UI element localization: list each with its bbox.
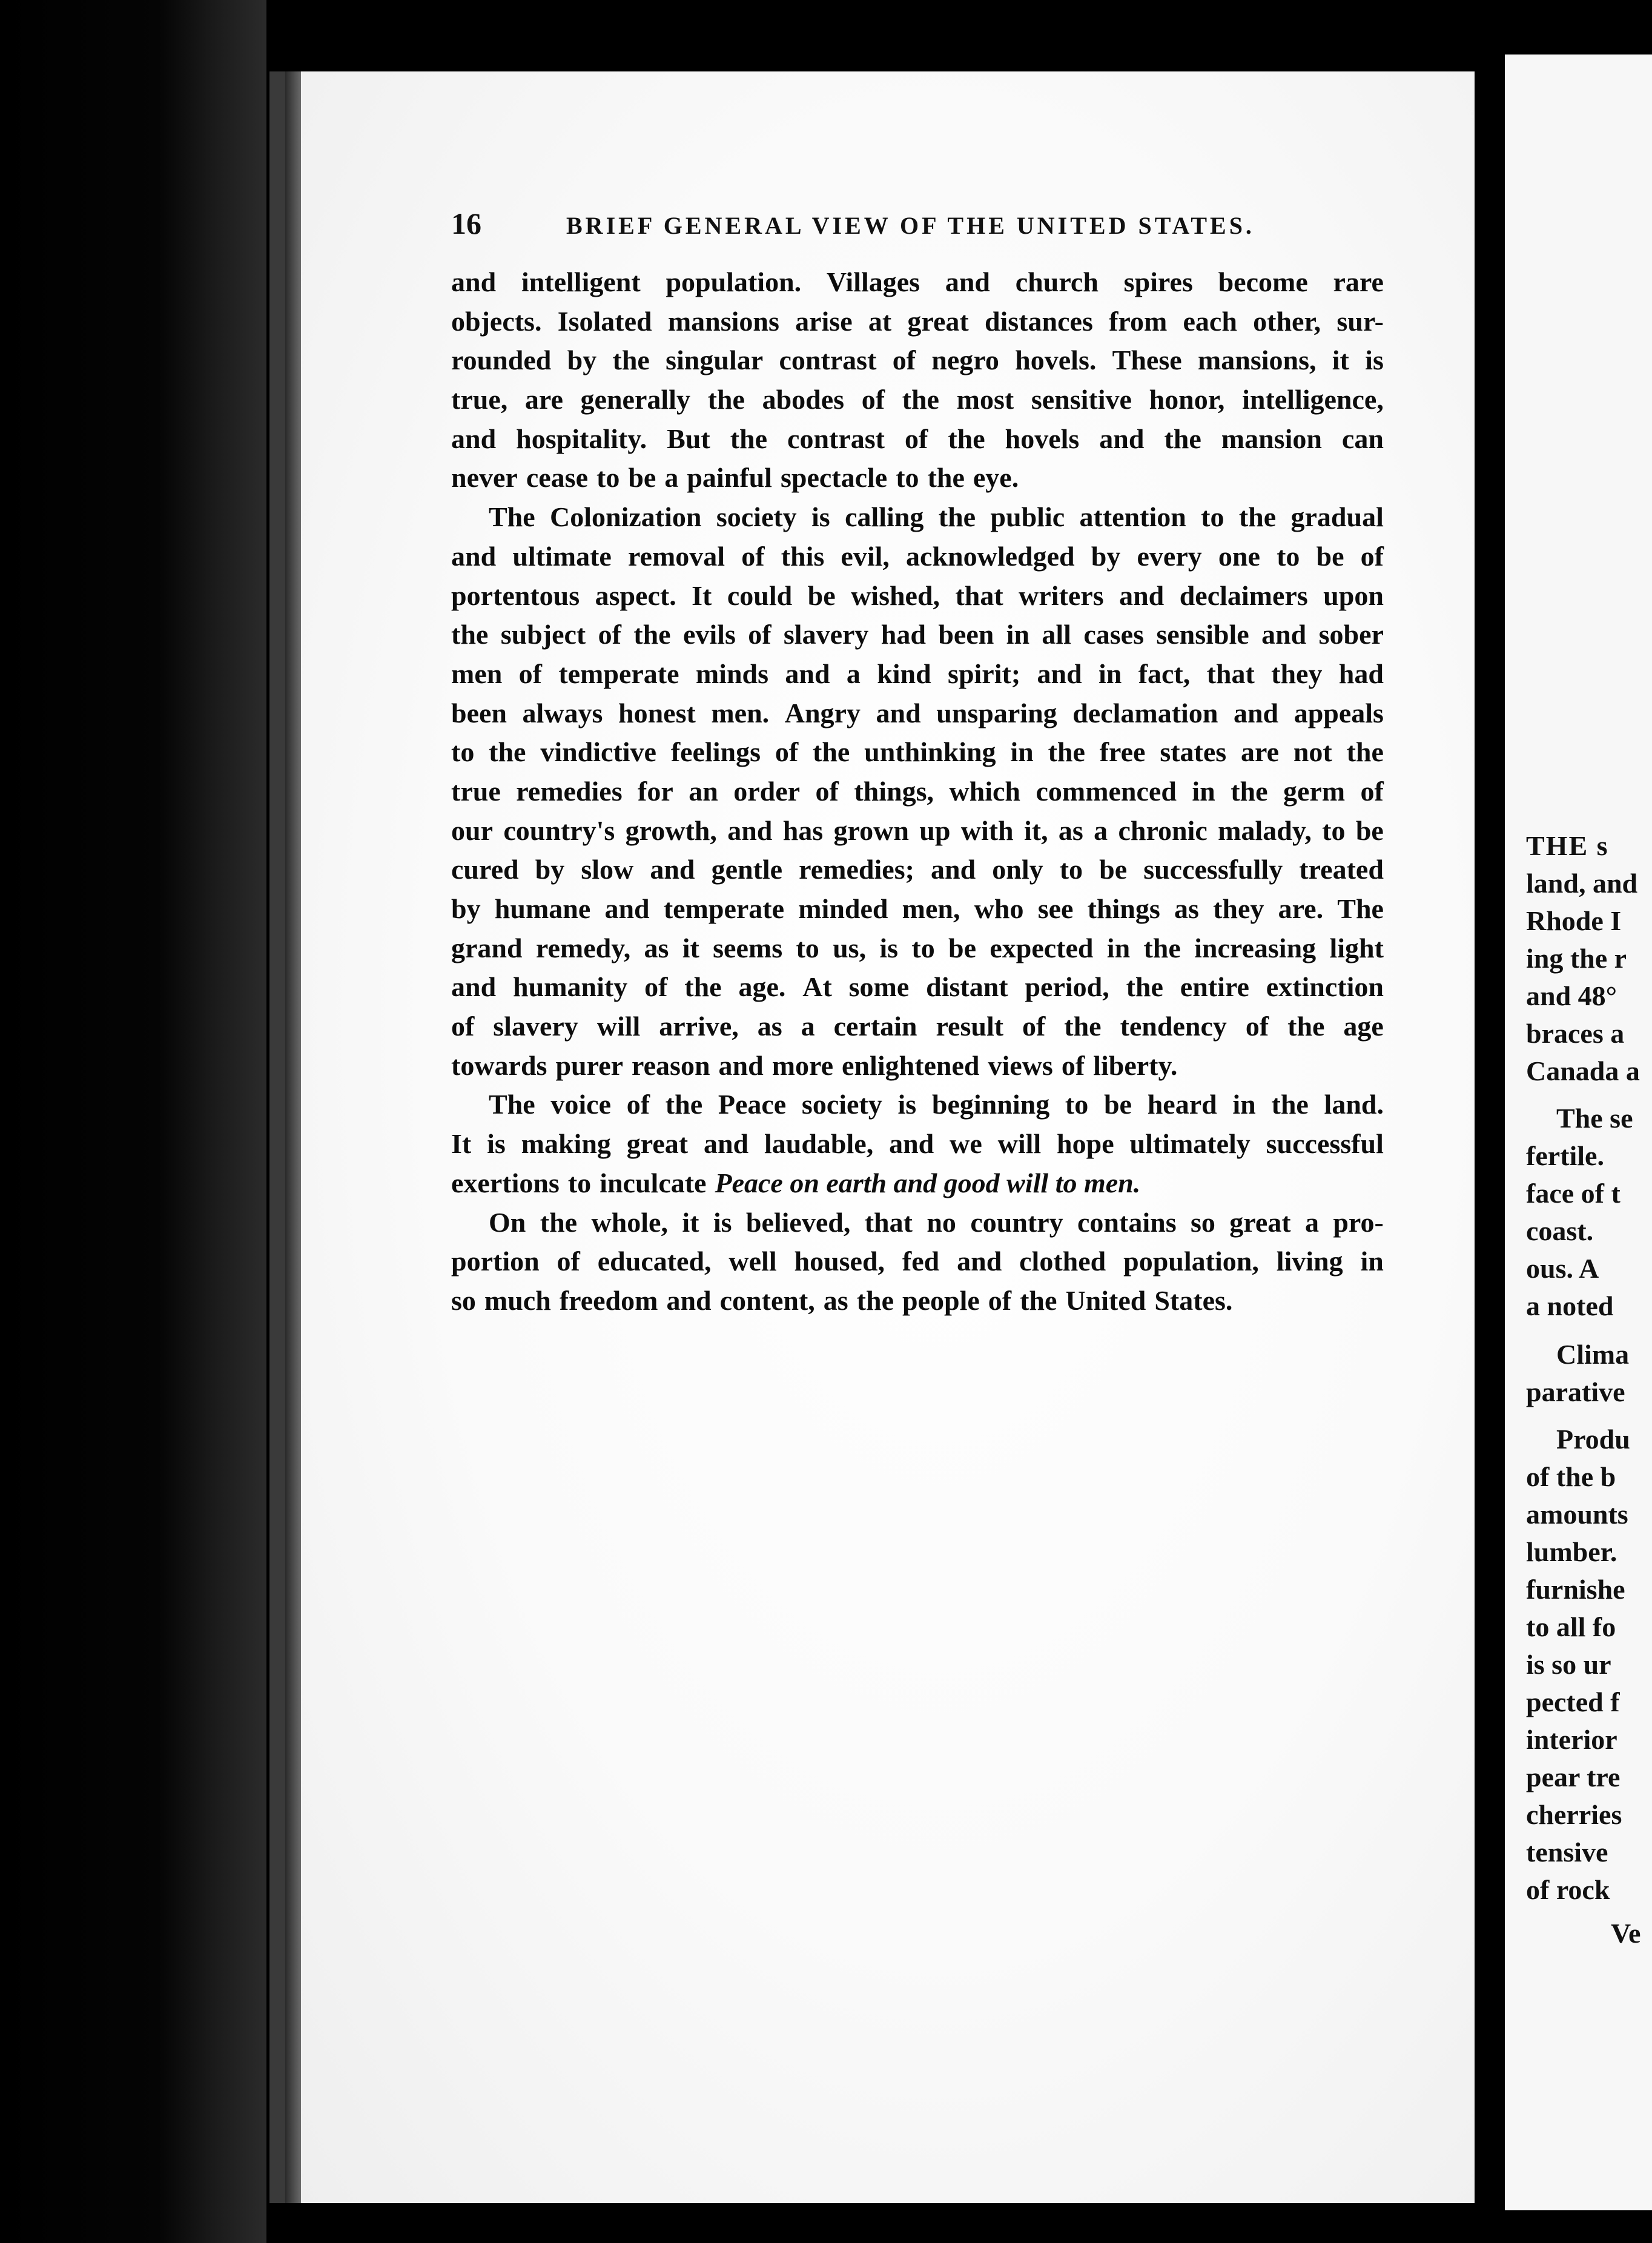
book-gutter-shadow [0, 0, 266, 2243]
right-page-text-fragment: The se [1556, 1103, 1633, 1134]
text-line: portentous aspect. It could be wished, that writers and declaimers upon [451, 580, 1384, 611]
right-page-text-fragment: to all fo [1526, 1611, 1616, 1642]
text-line: to the vindictive feelings of the unthinking in the free states are not the [451, 736, 1384, 768]
right-page-text-fragment: tensive [1526, 1837, 1608, 1868]
text-line: and intelligent population. Villages and church spires become rare [451, 266, 1384, 297]
right-page-text-fragment: cherries [1526, 1799, 1622, 1830]
right-page-text-fragment: Rhode I [1526, 905, 1622, 936]
right-page-text-fragment: lumber. [1526, 1536, 1617, 1567]
right-page-text-fragment: Canada a [1526, 1055, 1640, 1086]
right-page-text-fragment: pected f [1526, 1686, 1620, 1717]
right-page-text-fragment: pear tre [1526, 1762, 1621, 1792]
text-line: men of temperate minds and a kind spirit; and in fact, that they had [451, 658, 1384, 689]
text-line: been always honest men. Angry and unsparing declamation and appeals [451, 697, 1384, 728]
right-page-text-fragment: Clima [1556, 1339, 1630, 1370]
running-head [451, 206, 1263, 242]
text-line: our country's growth, and has grown up with it, as a chronic malady, to be [451, 814, 1384, 846]
text-line: portion of educated, well housed, fed and clothed population, living in [451, 1246, 1384, 1277]
right-page-text-fragment: of rock [1526, 1874, 1610, 1905]
right-page-text-fragment: of the b [1526, 1461, 1616, 1492]
text-line: so much freedom and content, as the people of the United States. [451, 1284, 1233, 1316]
right-page-text-fragment: Produ [1556, 1424, 1630, 1455]
text-line: and ultimate removal of this evil, acknowledged by every one to be of [451, 540, 1384, 572]
right-page-text-fragment: ing the r [1526, 943, 1627, 974]
right-page-text-fragment: fertile. [1526, 1140, 1604, 1171]
text-line: grand remedy, as it seems to us, is to be expected in the increasing light [451, 932, 1384, 963]
right-page-text-fragment: coast. [1526, 1215, 1594, 1246]
text-line: rounded by the singular contrast of negro hovels. These mansions, it is [451, 345, 1384, 376]
right-page-text-fragment: braces a [1526, 1018, 1625, 1049]
right-page-text-fragment: is so ur [1526, 1649, 1611, 1680]
page-edge [285, 71, 301, 2203]
right-page-text-fragment: parative [1526, 1376, 1625, 1407]
right-page-text-fragment: ous. A [1526, 1253, 1599, 1284]
text-line: the subject of the evils of slavery had been in all cases sensible and sober [451, 619, 1384, 650]
text-line: never cease to be a painful spectacle to the eye. [451, 462, 1019, 494]
text-line: cured by slow and gentle remedies; and only to be successfully treated [451, 854, 1384, 885]
text-line: true, are generally the abodes of the most sensitive honor, intelligence, [451, 384, 1384, 415]
text-line: and humanity of the age. At some distant period, the entire extinction [451, 971, 1384, 1003]
italic-phrase: Peace on earth and good will to men. [715, 1167, 1141, 1198]
text-line: The voice of the Peace society is beginning to be heard in the land. [489, 1089, 1384, 1120]
right-page-text-fragment: and 48° [1526, 980, 1617, 1011]
body-text [451, 263, 1384, 1321]
right-page-text-fragment: Ve [1611, 1918, 1641, 1949]
text-line: exertions to inculcate Peace on earth and good will to men. [451, 1164, 1384, 1203]
right-page-text-fragment: face of t [1526, 1178, 1621, 1209]
right-page-text-fragment: land, and [1526, 868, 1638, 899]
text-line: true remedies for an order of things, which commenced in the germ of [451, 775, 1384, 807]
text-line: and hospitality. But the contrast of the hovels and the mansion can [451, 423, 1384, 454]
text-line: It is making great and laudable, and we will hope ultimately successful [451, 1128, 1384, 1160]
text-line: towards purer reason and more enlightened views of liberty. [451, 1049, 1178, 1081]
text-line: On the whole, it is believed, that no country contains so great a pro- [489, 1206, 1384, 1238]
page-spine [1475, 0, 1505, 2243]
right-page-text-fragment: furnishe [1526, 1574, 1625, 1605]
text-line: of slavery will arrive, as a certain result of the tendency of the age [451, 1011, 1384, 1042]
right-page-text-fragment: THE s [1526, 830, 1609, 861]
right-page [1505, 55, 1652, 2210]
right-page-text-fragment: amounts [1526, 1499, 1628, 1530]
show-through-text [467, 1373, 1436, 2130]
right-page-text-fragment: interior [1526, 1724, 1617, 1755]
running-head-title: BRIEF GENERAL VIEW OF THE UNITED STATES. [566, 212, 1255, 239]
page-number: 16 [451, 206, 481, 240]
text-line: by humane and temperate minded men, who see things as they are. The [451, 893, 1384, 924]
right-page-text-fragment: a noted [1526, 1290, 1614, 1321]
text-line: The Colonization society is calling the public attention to the gradual [489, 501, 1384, 533]
text-line: objects. Isolated mansions arise at great distances from each other, sur- [451, 305, 1384, 337]
